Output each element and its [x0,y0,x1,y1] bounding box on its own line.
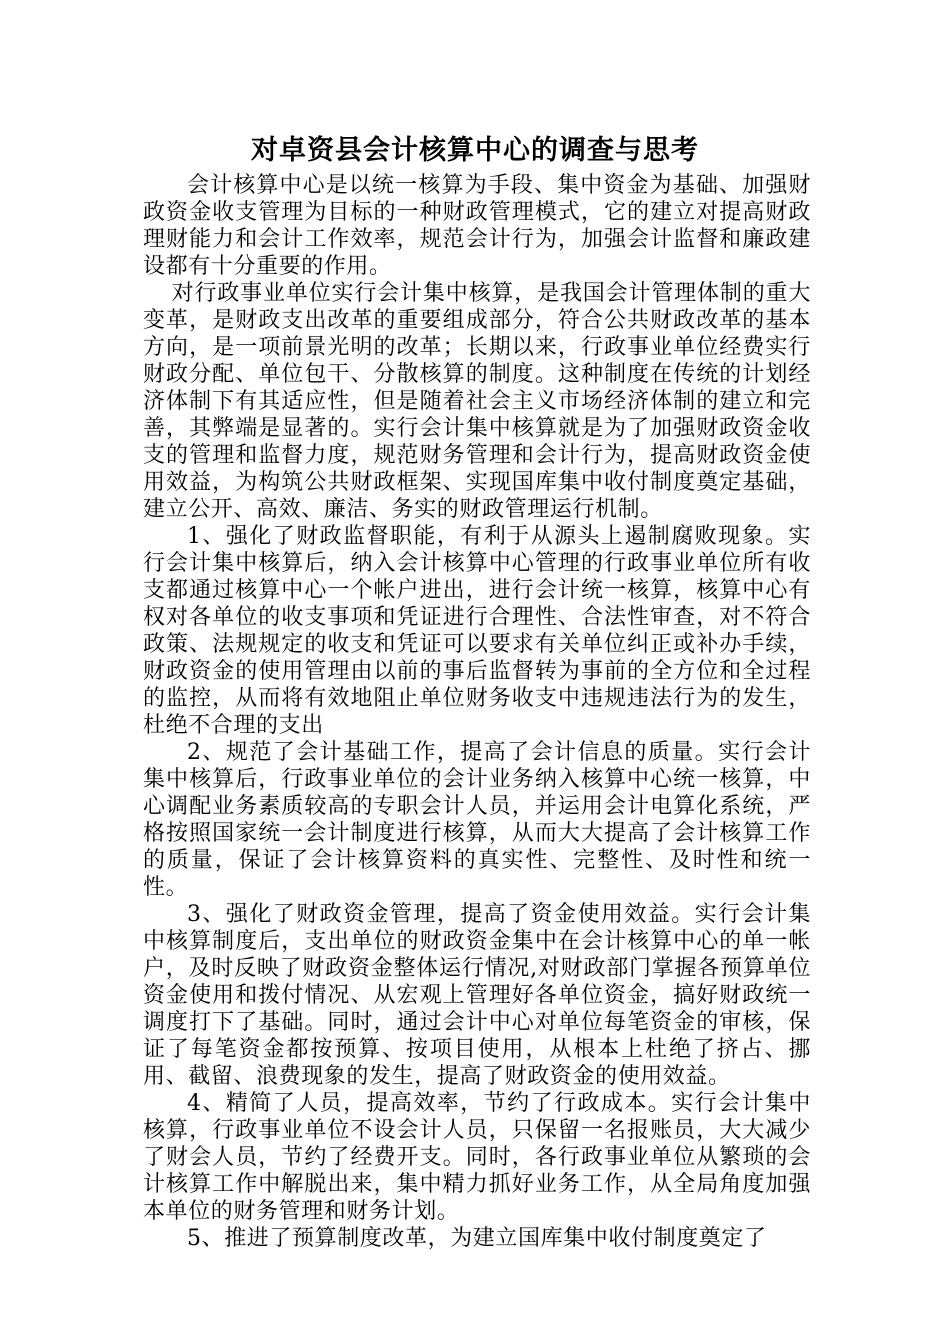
paragraph-point-1: 1、强化了财政监督职能，有利于从源头上遏制腐败现象。实行会计集中核算后，纳入会计核算中心管理的行政事业单位所有收支都通过核算中心一个帐户进出，进行会计统一核算，核算中心有权对各单位的收支事项和凭证进行合理性、合法性审查，对不符合政策、法规规定的收支和凭证可以要求有关单位纠正或补办手续，财政资金的使用管理由以前的事后监督转为事前的全方位和全过程的监控，从而将有效地阻止单位财务收支中违规违法行为的发生，杜绝不合理的支出 [143,524,811,738]
document-body [143,172,811,1252]
paragraph-intro: 会计核算中心是以统一核算为手段、集中资金为基础、加强财政资金收支管理为目标的一种财政管理模式，它的建立对提高财政理财能力和会计工作效率，规范会计行为，加强会计监督和廉政建设都有十分重要的作用。 [143,173,811,279]
paragraph-point-3: 3、强化了财政资金管理，提高了资金使用效益。实行会计集中核算制度后，支出单位的财政资金集中在会计核算中心的单一帐户，及时反映了财政资金整体运行情况,对财政部门掌握各预算单位资金使用和拨付情况、从宏观上管理好各单位资金，搞好财政统一调度打下了基础。同时，通过会计中心对单位每笔资金的审核，保证了每笔资金都按预算、按项目使用，从根本上杜绝了挤占、挪用、截留、浪费现象的发生，提高了财政资金的使用效益。 [143,902,811,1089]
paragraph-point-5: 5、推进了预算制度改革，为建立国库集中收付制度奠定了 [187,1226,767,1251]
paragraph-point-4: 4、精简了人员，提高效率，节约了行政成本。实行会计集中核算，行政事业单位不设会计人员，只保留一名报账员，大大减少了财会人员，节约了经费开支。同时，各行政事业单位从繁琐的会计核算工作中解脱出来，集中精力抓好业务工作，从全局角度加强本单位的财务管理和财务计划。 [143,1091,811,1224]
paragraph-point-2: 2、规范了会计基础工作，提高了会计信息的质量。实行会计集中核算后，行政事业单位的会计业务纳入核算中心统一核算，中心调配业务素质较高的专职会计人员，并运用会计电算化系统，严格按照国家统一会计制度进行核算，从而大大提高了会计核算工作的质量，保证了会计核算资料的真实性、完整性、及时性和统一性。 [143,740,811,900]
document-title: 对卓资县会计核算中心的调查与思考 [251,135,699,166]
paragraph-reform: 对行政事业单位实行会计集中核算，是我国会计管理体制的重大变革，是财政支出改革的重要组成部分，符合公共财政改革的基本方向，是一项前景光明的改革；长期以来，行政事业单位经费实行财政分配、单位包干、分散核算的制度。这种制度在传统的计划经济体制下有其适应性，但是随着社会主义市场经济体制的建立和完善，其弊端是显著的。实行会计集中核算就是为了加强财政资金收支的管理和监督力度，规范财务管理和会计行为，提高财政资金使用效益，为构筑公共财政框架、实现国库集中收付制度奠定基础，建立公开、高效、廉洁、务实的财政管理运行机制。 [143,281,811,522]
